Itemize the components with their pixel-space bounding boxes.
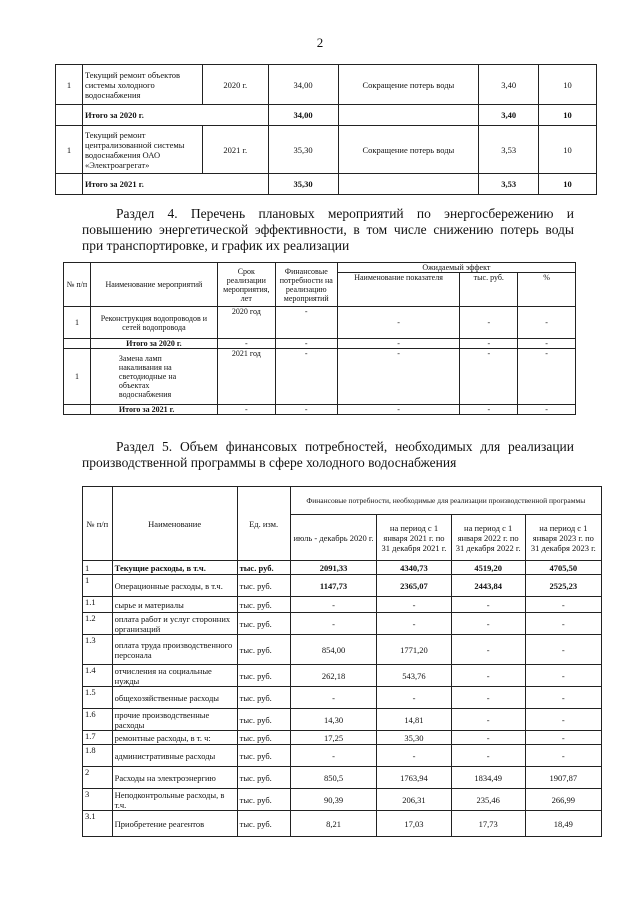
table-row: 1 Замена ламп накаливания на светодиодные на объектах водоснабжения 2021 год - - - - bbox=[64, 349, 576, 405]
table-row: 1 Текущий ремонт централизованной системы водоснабжения ОАО «Электроагрегат» 2021 г. 35,30 Сокращение потерь воды 3,53 10 bbox=[56, 126, 597, 174]
table-row: 1 Реконструкция водопроводов и сетей водопровода 2020 год - - - - bbox=[64, 307, 576, 339]
table-row: 3.1 Приобретение реагентов тыс. руб. 8,21 17,03 17,73 18,49 bbox=[83, 811, 602, 837]
table-row: 1.4 отчисления на социальные нужды тыс. руб. 262,18 543,76 - - bbox=[83, 665, 602, 687]
table-row: 1 Текущий ремонт объектов системы холодного водоснабжения 2020 г. 34,00 Сокращение потерь воды 3,40 10 bbox=[56, 65, 597, 105]
table-header-row: июль - декабрь 2020 г. на период с 1 января 2021 г. по 31 декабря 2021 г. на период с 1 января 2022 г. по 31 декабря 2022 г. на период с 1 января 2023 г. по 31 декабря 2023 г. bbox=[83, 515, 602, 561]
table-row: 1.8 административные расходы тыс. руб. - - - - bbox=[83, 745, 602, 767]
section-5-heading: Раздел 5. Объем финансовых потребностей, необходимых для реализации производственной программы в сфере холодного водоснабжения bbox=[82, 439, 574, 470]
table-row: 1.7 ремонтные расходы, в т. ч: тыс. руб. 17,25 35,30 - - bbox=[83, 731, 602, 745]
financial-needs-table bbox=[82, 486, 602, 837]
energy-saving-table bbox=[63, 262, 576, 415]
table-header-row: № п/п Наименование Ед. изм. Финансовые потребности, необходимые для реализации производственной программы bbox=[83, 487, 602, 515]
table-row: 1.3 оплата труда производственного персонала тыс. руб. 854,00 1771,20 - - bbox=[83, 635, 602, 665]
section-4-heading: Раздел 4. Перечень плановых мероприятий по энергосбережению и повышению энергетической эффективности, в том числе снижению потерь воды при транспортировке, и график их реализации bbox=[82, 206, 574, 253]
table-row: 1.2 оплата работ и услуг сторонних организаций тыс. руб. - - - - bbox=[83, 613, 602, 635]
table-row: 1 Текущие расходы, в т.ч. тыс. руб. 2091,33 4340,73 4519,20 4705,50 bbox=[83, 561, 602, 575]
table-row: 1.5 общехозяйственные расходы тыс. руб. - - - - bbox=[83, 687, 602, 709]
table-header-row: Наименование показателя тыс. руб. % bbox=[64, 273, 576, 307]
table-row: 3 Неподконтрольные расходы, в т.ч. тыс. руб. 90,39 206,31 235,46 266,99 bbox=[83, 789, 602, 811]
table-row: 1 Операционные расходы, в т.ч. тыс. руб. 1147,73 2365,07 2443,84 2525,23 bbox=[83, 575, 602, 597]
total-row: Итого за 2021 г. - - - - - bbox=[64, 405, 576, 415]
table-row: 2 Расходы на электроэнергию тыс. руб. 850,5 1763,94 1834,49 1907,87 bbox=[83, 767, 602, 789]
total-row: Итого за 2021 г. 35,30 3,53 10 bbox=[56, 174, 597, 195]
table-row: 1.6 прочие производственные расходы тыс. руб. 14,30 14,81 - - bbox=[83, 709, 602, 731]
total-row: Итого за 2020 г. 34,00 3,40 10 bbox=[56, 105, 597, 126]
plan-table-continuation bbox=[55, 64, 597, 195]
table-row: 1.1 сырье и материалы тыс. руб. - - - - bbox=[83, 597, 602, 613]
total-row: Итого за 2020 г. - - - - - bbox=[64, 339, 576, 349]
table-header-row: № п/п Наименование мероприятий Срок реализации мероприятия, лет Финансовые потребности на реализацию мероприятий Ожидаемый эффект bbox=[64, 263, 576, 273]
page-number: 2 bbox=[316, 35, 324, 50]
